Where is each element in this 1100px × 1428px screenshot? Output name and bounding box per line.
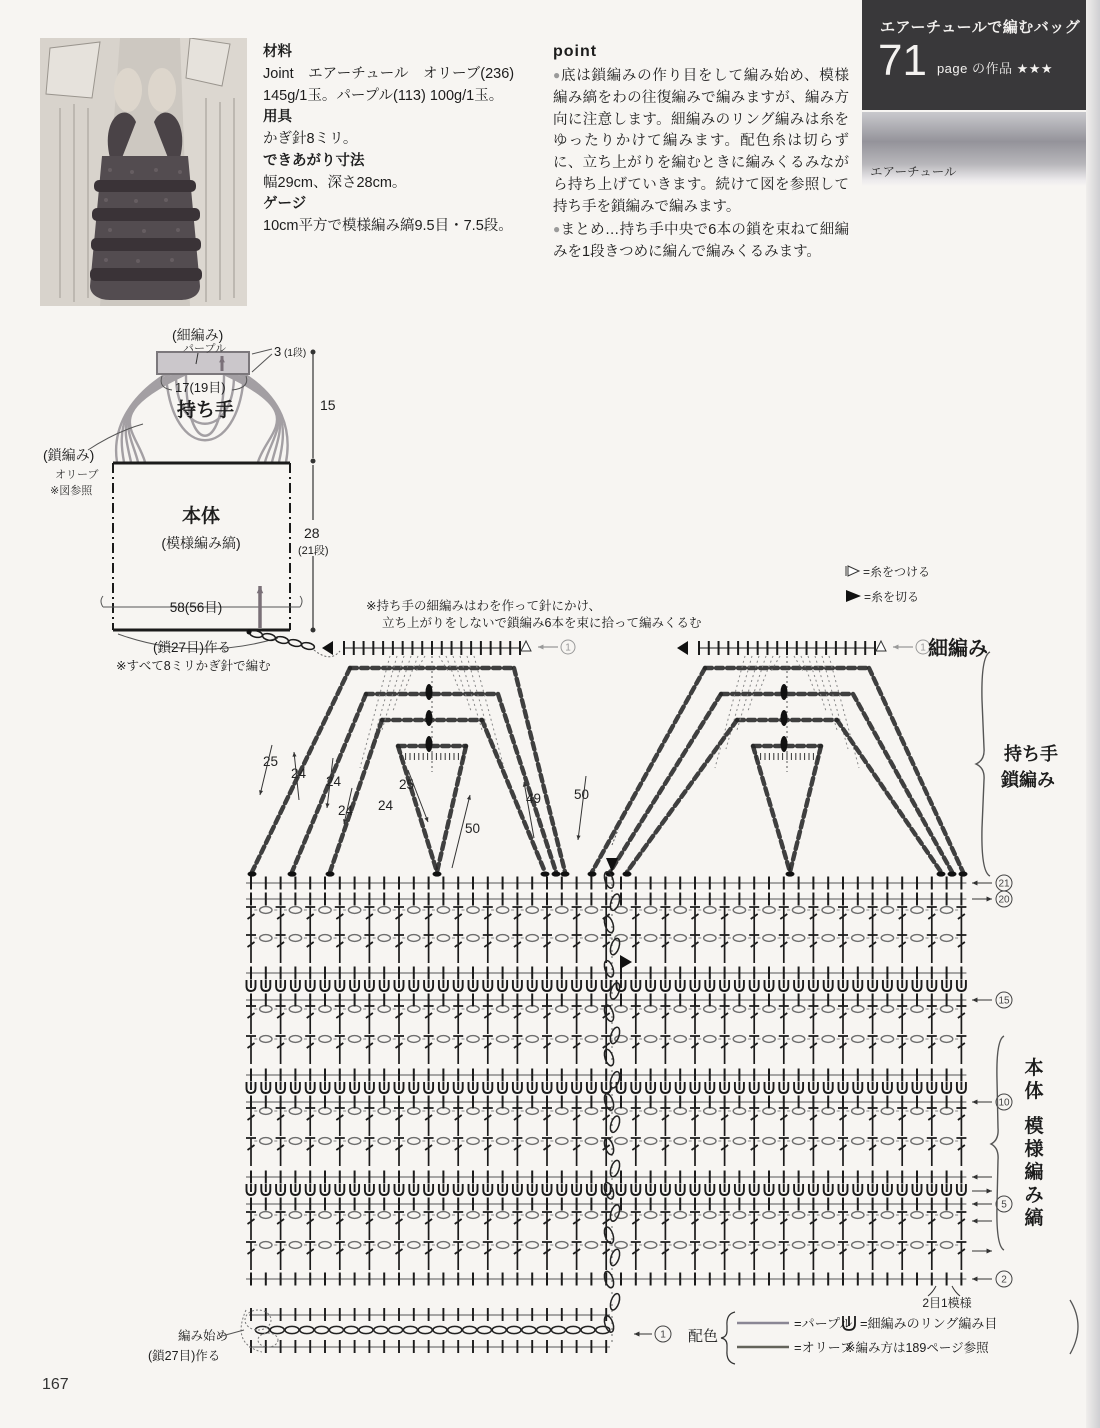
article-title: エアーチュールで編むバッグ xyxy=(880,19,1081,36)
yarn-legend xyxy=(846,565,930,604)
difficulty-stars: ★★★ xyxy=(1016,61,1054,76)
bag-schematic xyxy=(43,327,336,673)
svg-text:み: み xyxy=(1024,1185,1044,1206)
svg-text:28: 28 xyxy=(304,525,320,541)
svg-text:1: 1 xyxy=(565,642,571,654)
svg-text:25: 25 xyxy=(399,777,415,792)
svg-text:24: 24 xyxy=(326,774,342,789)
svg-text:本体: 本体 xyxy=(181,506,221,527)
svg-text:58(56目): 58(56目) xyxy=(169,600,223,615)
svg-text:本: 本 xyxy=(1024,1058,1044,1079)
svg-text:=オリーブ: =オリーブ xyxy=(794,1340,853,1355)
svg-text:17(19目): 17(19目) xyxy=(175,380,226,395)
svg-text:24: 24 xyxy=(378,798,394,813)
page-reference-number: 71 xyxy=(878,36,927,85)
materials-line2: 145g/1玉。パープル(113) 100g/1玉。 xyxy=(263,87,504,104)
svg-text:※持ち手の細編みはわを作って針にかけ、: ※持ち手の細編みはわを作って針にかけ、 xyxy=(366,599,601,613)
svg-text:=糸をつける: =糸をつける xyxy=(863,565,931,579)
materials-heading: 材料 xyxy=(263,44,292,60)
gauge-heading: ゲージ xyxy=(263,196,307,213)
svg-text:立ち上がりをしないで鎖編み6本を束に拾って編みくるむ: 立ち上がりをしないで鎖編み6本を束に拾って編みくるむ xyxy=(382,616,702,630)
bullet-icon: ● xyxy=(553,68,561,82)
svg-text:(模様編み縞): (模様編み縞) xyxy=(161,535,241,551)
point-heading: point xyxy=(553,43,598,60)
svg-text:(鎖27目)作る: (鎖27目)作る xyxy=(148,1349,221,1363)
svg-text:50: 50 xyxy=(465,821,481,836)
svg-text:=パープル: =パープル xyxy=(794,1316,853,1331)
svg-text:21: 21 xyxy=(998,878,1010,890)
point-paragraph-2: まとめ…持ち手中央で6本の鎖を束ねて細編みを1段きつめに編んで編みくるみます。 xyxy=(553,222,850,260)
svg-text:※図参照: ※図参照 xyxy=(50,485,93,497)
svg-text:15: 15 xyxy=(320,397,336,413)
svg-text:2目1模様: 2目1模様 xyxy=(922,1296,972,1310)
yarn-name-caption: エアーチュール xyxy=(870,165,957,179)
size-value: 幅29cm、深さ28cm。 xyxy=(263,174,407,191)
point-paragraph-1: 底は鎖編みの作り目をして編み始め、模様編み縞をわの往復編みで編みますが、編み方向に注意します。細編みのリング編みは糸をゆったりかけて編みます。配色糸は切らずに、立ち上がりを編むときに編みくるみながら持ち上げていきます。続けて図を参照して持ち手を鎖編みで編みます。 xyxy=(553,68,850,215)
page-reference-label: page の作品 xyxy=(936,61,1013,76)
svg-text:(鎖編み): (鎖編み) xyxy=(43,447,95,463)
svg-text:(細編み): (細編み) xyxy=(172,327,224,343)
bullet-icon: ● xyxy=(553,222,561,237)
color-legend xyxy=(688,1312,997,1364)
svg-text:オリーブ: オリーブ xyxy=(55,469,99,481)
page-edge-shadow xyxy=(1086,0,1100,1428)
svg-text:3: 3 xyxy=(274,344,282,359)
svg-text:50: 50 xyxy=(574,787,590,802)
svg-text:※編み方は189ページ参照: ※編み方は189ページ参照 xyxy=(845,1341,989,1355)
svg-text:15: 15 xyxy=(998,995,1010,1007)
svg-text:(21段): (21段) xyxy=(298,545,329,557)
svg-text:24: 24 xyxy=(338,803,354,818)
svg-text:25: 25 xyxy=(263,754,279,769)
svg-text:パープル: パープル xyxy=(183,343,227,355)
svg-text:鎖編み: 鎖編み xyxy=(1001,770,1055,790)
svg-text:1: 1 xyxy=(920,642,926,654)
svg-text:5: 5 xyxy=(1001,1199,1007,1211)
svg-text:体: 体 xyxy=(1024,1081,1044,1102)
tools-value: かぎ針8ミリ。 xyxy=(263,131,358,147)
svg-text:配色: 配色 xyxy=(688,1328,719,1345)
svg-text:=糸を切る: =糸を切る xyxy=(864,590,920,604)
svg-text:10: 10 xyxy=(998,1097,1010,1109)
svg-text:2: 2 xyxy=(1001,1274,1007,1286)
svg-text:20: 20 xyxy=(998,894,1010,906)
gauge-value: 10cm平方で模様編み縞9.5目・7.5段。 xyxy=(263,218,513,234)
svg-text:持ち手: 持ち手 xyxy=(1004,744,1058,764)
svg-text:=細編みのリング編み目: =細編みのリング編み目 xyxy=(860,1316,998,1331)
svg-text:24: 24 xyxy=(291,766,307,781)
svg-text:縞: 縞 xyxy=(1024,1208,1044,1229)
svg-text:49: 49 xyxy=(526,791,542,806)
svg-text:様: 様 xyxy=(1024,1139,1044,1160)
size-heading: できあがり寸法 xyxy=(263,152,365,169)
page-number: 167 xyxy=(42,1376,69,1393)
body-chart xyxy=(148,871,1078,1363)
handle-note xyxy=(366,598,701,630)
svg-text:編み始め: 編み始め xyxy=(178,1329,229,1343)
svg-text:持ち手: 持ち手 xyxy=(177,400,235,421)
svg-text:細編み: 細編み xyxy=(928,638,988,660)
svg-text:1: 1 xyxy=(660,1329,666,1341)
materials-line1: Joint エアーチュール オリーブ(236) xyxy=(263,65,515,82)
svg-text:(鎖27目)作る: (鎖27目)作る xyxy=(152,640,232,655)
tools-heading: 用具 xyxy=(263,109,292,126)
svg-text:編: 編 xyxy=(1024,1162,1044,1183)
svg-text:模: 模 xyxy=(1024,1116,1044,1137)
svg-text:(1段): (1段) xyxy=(284,348,307,359)
handle-chart xyxy=(247,630,1059,877)
svg-text:※すべて8ミリかぎ針で編む: ※すべて8ミリかぎ針で編む xyxy=(116,659,271,673)
